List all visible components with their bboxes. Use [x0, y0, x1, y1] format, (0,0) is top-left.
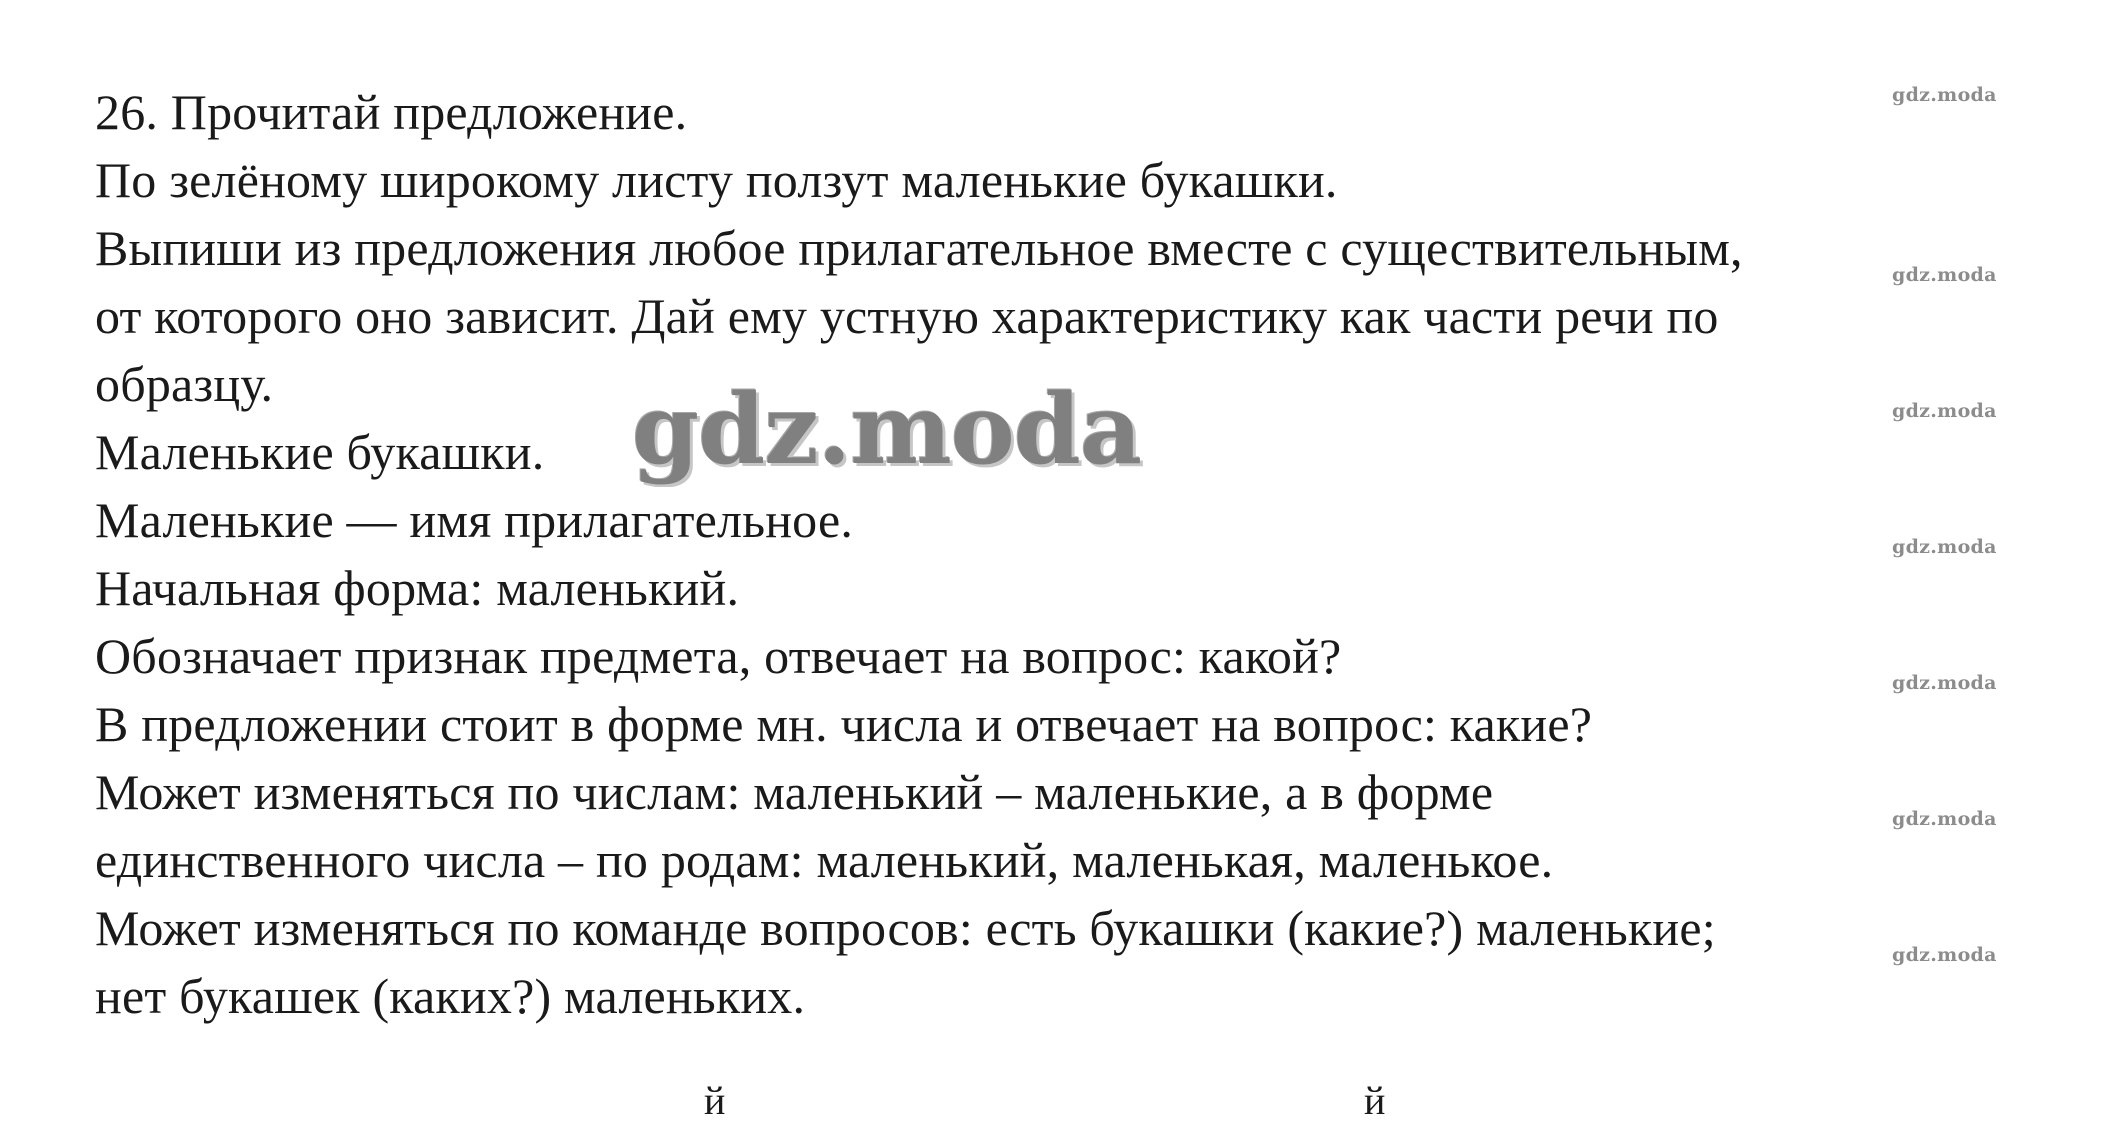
answer-meaning: Обозначает признак предмета, отвечает на вопрос: какой? — [95, 628, 1342, 684]
watermark-small: gdz.moda — [1892, 672, 1997, 694]
task-instruction-line-3: образцу. — [95, 356, 274, 412]
document-text — [95, 78, 2055, 1030]
answer-number-change-line-1: Может изменяться по числам: маленький – маленькие, а в форме — [95, 764, 1494, 820]
watermark-small: gdz.moda — [1892, 264, 1997, 286]
task-title: 26. Прочитай предложение. — [95, 84, 688, 140]
watermark-small: gdz.moda — [1892, 536, 1997, 558]
watermark-small: gdz.moda — [1892, 808, 1997, 830]
watermark-small: gdz.moda — [1892, 400, 1997, 422]
watermark-small: gdz.moda — [1892, 944, 1997, 966]
cropped-glyph: й — [1364, 1078, 1386, 1123]
watermark-small: gdz.moda — [1892, 84, 1997, 106]
answer-sentence-form: В предложении стоит в форме мн. числа и отвечает на вопрос: какие? — [95, 696, 1593, 752]
cropped-glyph: й — [704, 1078, 726, 1123]
answer-part-of-speech: Маленькие — имя прилагательное. — [95, 492, 854, 548]
task-instruction-line-1: Выпиши из предложения любое прилагательное вместе с существительным, — [95, 220, 1743, 276]
answer-initial-form: Начальная форма: маленький. — [95, 560, 740, 616]
watermark-main: gdz.moda — [632, 373, 1142, 486]
answer-question-change-line-2: нет букашек (каких?) маленьких. — [95, 968, 806, 1024]
answer-number-change-line-2: единственного числа – по родам: маленький, маленькая, маленькое. — [95, 832, 1554, 888]
answer-question-change-line-1: Может изменяться по команде вопросов: есть букашки (какие?) маленькие; — [95, 900, 1716, 956]
answer-phrase: Маленькие букашки. — [95, 424, 545, 480]
task-sentence: По зелёному широкому листу ползут маленькие букашки. — [95, 152, 1338, 208]
cropped-next-line — [0, 1080, 2101, 1122]
task-instruction-line-2: от которого оно зависит. Дай ему устную характеристику как части речи по — [95, 288, 1719, 344]
